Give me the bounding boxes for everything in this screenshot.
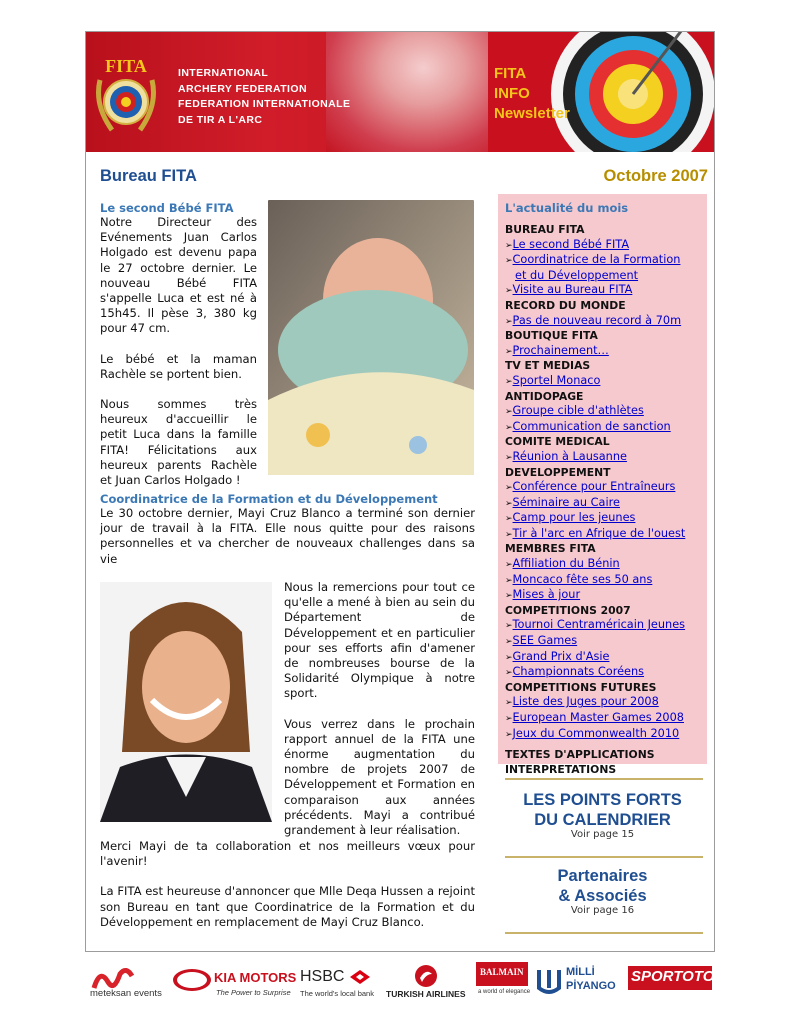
- sidebar-link-item: [505, 695, 700, 711]
- arrow-bullet-icon: ➢: [505, 376, 513, 387]
- arrow-bullet-icon: ➢: [505, 575, 513, 586]
- sidebar-link[interactable]: Moncaco fête ses 50 ans: [512, 572, 653, 586]
- sidebar-link-item: [505, 450, 700, 466]
- sidebar-link-item: [505, 238, 700, 254]
- sidebar-link-item: [505, 404, 700, 420]
- sidebar-category: MEMBRES FITA: [505, 542, 596, 556]
- fed-line-1: INTERNATIONAL: [178, 67, 269, 79]
- page-title: Bureau FITA: [100, 167, 197, 185]
- sidebar-link[interactable]: Réunion à Lausanne: [512, 449, 627, 463]
- partners-see-page: Voir page 16: [570, 905, 635, 916]
- arrow-bullet-icon: ➢: [505, 483, 513, 494]
- federation-name: [178, 66, 350, 128]
- sidebar-link[interactable]: Séminaire au Caire: [512, 495, 620, 509]
- issue-date: Octobre 2007: [603, 167, 708, 185]
- sportoto-text: SPORTOTO: [631, 968, 715, 985]
- arrow-bullet-icon: ➢: [505, 698, 513, 709]
- arrow-bullet-icon: ➢: [505, 514, 513, 525]
- sidebar-link[interactable]: Le second Bébé FITA: [512, 237, 630, 251]
- sidebar-link-item: [505, 480, 700, 496]
- sponsor-strip: [86, 962, 714, 1002]
- sidebar-link[interactable]: Grand Prix d'Asie: [512, 649, 610, 663]
- meteksan-logo: [86, 962, 168, 1000]
- banner: [86, 32, 714, 152]
- sidebar-tail-2: INTERPRETATIONS: [505, 762, 617, 776]
- sidebar-link[interactable]: Championnats Coréens: [512, 665, 645, 679]
- banner-right: [488, 32, 714, 152]
- arrow-bullet-icon: ➢: [505, 422, 513, 433]
- kia-tagline: The Power to Surprise: [216, 988, 291, 997]
- article-baby-p1: Notre Directeur des Evénements Juan Carlos Holgado est devenu papa le 27 octobre dernier. Le nouveau Bébé FITA s'appelle Luca et est né à 15h45. Il pèse 3, 380 kg pour 47 cm.: [100, 215, 257, 336]
- article-baby-heading: Le second Bébé FITA: [100, 201, 234, 215]
- calendar-heading: [498, 790, 707, 830]
- divider-rule: [505, 778, 703, 780]
- article-coordinator-heading: Coordinatrice de la Formation et du Développement: [100, 492, 438, 506]
- article-coordinator-p4: Merci Mayi de ta collaboration et nos meilleurs vœux pour l'avenir!: [100, 839, 475, 869]
- newsletter-label: [494, 64, 570, 124]
- sportoto-logo: [628, 962, 715, 1000]
- kia-logo: [172, 962, 297, 1000]
- hsbc-logo: [298, 962, 380, 1000]
- sidebar-link-item: [505, 588, 700, 604]
- sidebar-link[interactable]: Camp pour les jeunes: [512, 511, 636, 525]
- hsbc-text: HSBC: [300, 968, 345, 985]
- partners-heading: [498, 866, 707, 906]
- article-coordinator-p5: La FITA est heureuse d'annoncer que Mlle Deqa Hussen a rejoint son Bureau en tant que Coordinatrice de la Formation et du Développement en remplacement de Mayi Cruz Blanco.: [100, 884, 475, 929]
- arrow-bullet-icon: ➢: [505, 240, 513, 251]
- divider-rule: [505, 856, 703, 858]
- arrow-bullet-icon: ➢: [505, 621, 513, 632]
- arrow-bullet-icon: ➢: [505, 591, 513, 602]
- sidebar-link-item: [505, 344, 700, 360]
- sidebar-link[interactable]: Communication de sanction: [512, 419, 671, 433]
- sidebar-link[interactable]: Jeux du Commonwealth 2010: [512, 726, 680, 740]
- sidebar-link[interactable]: European Master Games 2008: [512, 711, 684, 724]
- fed-line-4: DE TIR A L'ARC: [178, 113, 263, 126]
- sidebar-link[interactable]: Sportel Monaco: [512, 373, 601, 387]
- sidebar-link-item: [505, 314, 700, 330]
- sidebar-category: DEVELOPPEMENT: [505, 465, 611, 479]
- archery-target-icon: [548, 32, 714, 152]
- partners-heading-line-2: & Associés: [558, 887, 647, 905]
- sidebar-link[interactable]: Affiliation du Bénin: [512, 557, 620, 571]
- sidebar-link-item: [505, 269, 700, 284]
- sidebar-link-item: [505, 527, 700, 543]
- arrow-bullet-icon: ➢: [505, 452, 513, 463]
- news-sidebar: [498, 194, 707, 776]
- sidebar-link-item: [505, 374, 700, 390]
- sidebar-link-item: [505, 253, 700, 269]
- arrow-bullet-icon: ➢: [505, 637, 513, 648]
- calendar-see-page: Voir page 15: [570, 829, 635, 840]
- article-baby: [100, 201, 257, 503]
- arrow-bullet-icon: ➢: [505, 286, 513, 297]
- calendar-heading-line-1: LES POINTS FORTS: [523, 791, 682, 809]
- piyango-text: PİYANGO: [566, 980, 616, 992]
- article-baby-p2: Le bébé et la maman Rachèle se portent bien.: [100, 351, 257, 381]
- sidebar-category: COMITE MEDICAL: [505, 435, 610, 449]
- sidebar-link-item: [505, 573, 700, 589]
- article-coordinator-bottom: [100, 839, 475, 945]
- sidebar-link-item: [505, 557, 700, 573]
- logo-text: FITA: [105, 56, 147, 76]
- article-coordinator: [100, 492, 475, 567]
- meteksan-text: meteksan events: [90, 988, 162, 999]
- balmain-text: BALMAIN: [480, 967, 524, 977]
- sidebar-link[interactable]: Mises à jour: [512, 588, 581, 602]
- milli-text: MİLLİ: [566, 966, 595, 978]
- arrow-bullet-icon: ➢: [505, 729, 513, 740]
- partners-heading-line-1: Partenaires: [557, 867, 648, 885]
- sidebar-link-item: [505, 711, 700, 727]
- arrow-bullet-icon: ➢: [505, 407, 513, 418]
- sidebar-category: TV ET MEDIAS: [505, 359, 591, 373]
- sidebar-link[interactable]: Prochainement…: [512, 343, 609, 357]
- sidebar-link[interactable]: Pas de nouveau record à 70m: [512, 313, 682, 327]
- sidebar-link-item: [505, 618, 700, 634]
- arrow-bullet-icon: ➢: [505, 316, 513, 327]
- sidebar-tail-1: TEXTES D'APPLICATIONS: [505, 748, 655, 762]
- balmain-tagline: a world of elegance: [478, 989, 531, 995]
- arrow-bullet-icon: ➢: [505, 714, 513, 724]
- sidebar-link-item: [505, 420, 700, 436]
- sidebar-link-item: [505, 634, 700, 650]
- arrow-bullet-icon: ➢: [505, 652, 513, 663]
- info-line-2: INFO: [494, 85, 530, 102]
- sidebar-groups: [505, 223, 700, 742]
- sidebar-link[interactable]: Liste des Juges pour 2008: [512, 695, 659, 709]
- article-baby-p3: Nous sommes très heureux d'accueillir le petit Luca dans la famille FITA! Félicitations aux heureux parents Rachèle et Juan Carlos Holgado !: [100, 397, 257, 488]
- turkish-airlines-text: TURKISH AIRLINES: [386, 989, 466, 999]
- sidebar-link-item: [505, 650, 700, 666]
- sidebar-link[interactable]: SEE Games: [512, 634, 578, 648]
- sidebar-category: COMPETITIONS FUTURES: [505, 680, 657, 694]
- arrow-bullet-icon: ➢: [505, 498, 513, 509]
- sidebar-link[interactable]: Tournoi Centraméricain Jeunes: [512, 618, 686, 632]
- fita-logo-icon: [92, 50, 160, 142]
- sidebar-category: BOUTIQUE FITA: [505, 329, 598, 343]
- sidebar-link-item: [505, 665, 700, 681]
- sidebar-category: BUREAU FITA: [505, 223, 585, 236]
- sidebar-category: RECORD DU MONDE: [505, 298, 626, 312]
- sidebar-link[interactable]: Visite au Bureau FITA: [512, 283, 633, 297]
- milli-piyango-logo: [536, 962, 622, 1000]
- sidebar-link[interactable]: Conférence pour Entraîneurs: [512, 480, 676, 494]
- arrow-bullet-icon: ➢: [505, 668, 513, 679]
- sidebar-link[interactable]: Coordinatrice de la Formation: [512, 253, 681, 267]
- baby-photo: [268, 200, 474, 475]
- info-line-1: FITA: [494, 65, 527, 82]
- article-coordinator-right: [284, 580, 475, 853]
- article-coordinator-p2: Nous la remercions pour tout ce qu'elle a mené à bien au sein du Département de Développement et en particulier pour ses efforts afin d'amener de nombreuses bourse de la Solidarité Olympique à notre sport.: [284, 580, 475, 701]
- arrow-bullet-icon: ➢: [505, 256, 513, 267]
- turkish-airlines-logo: [386, 962, 472, 1000]
- kia-text: KIA MOTORS: [214, 970, 297, 985]
- mayi-photo: [100, 582, 272, 822]
- fed-line-3: FEDERATION INTERNATIONALE: [178, 98, 351, 110]
- arrow-bullet-icon: ➢: [505, 560, 513, 571]
- fed-line-2: ARCHERY FEDERATION: [178, 82, 307, 95]
- sidebar-category: COMPETITIONS 2007: [505, 603, 631, 617]
- hsbc-tagline: The world's local bank: [300, 989, 374, 998]
- divider-rule: [505, 932, 703, 934]
- sidebar-category: ANTIDOPAGE: [505, 389, 584, 403]
- sidebar-link[interactable]: et du Développement: [515, 268, 639, 282]
- arrow-bullet-icon: ➢: [505, 529, 513, 540]
- sidebar-link-item: [505, 496, 700, 512]
- article-coordinator-p1: Le 30 octobre dernier, Mayi Cruz Blanco a terminé son dernier jour de travail à la FITA. Elle nous quitte pour des raisons personnelles et va chercher de nouveaux challenges dans sa vie: [100, 506, 475, 566]
- sidebar-link[interactable]: Tir à l'arc en Afrique de l'ouest: [512, 526, 686, 540]
- sidebar-title: L'actualité du mois: [505, 201, 629, 215]
- sidebar-link-item: [505, 283, 700, 299]
- info-line-3: Newsletter: [494, 105, 570, 122]
- sidebar-link[interactable]: Groupe cible d'athlètes: [512, 404, 644, 418]
- sidebar-link-item: [505, 511, 700, 527]
- calendar-heading-line-2: DU CALENDRIER: [534, 811, 671, 829]
- arrow-bullet-icon: ➢: [505, 346, 513, 357]
- balmain-logo: [476, 962, 530, 1000]
- banner-left: [86, 32, 488, 152]
- sidebar-link-item: [505, 727, 700, 743]
- article-coordinator-p3: Vous verrez dans le prochain rapport annuel de la FITA une énorme augmentation du nombre de projets 2007 de Développement et Formation en comparaison aux années précédents. Mayi a contribué grandement à leur réalisation.: [284, 716, 475, 838]
